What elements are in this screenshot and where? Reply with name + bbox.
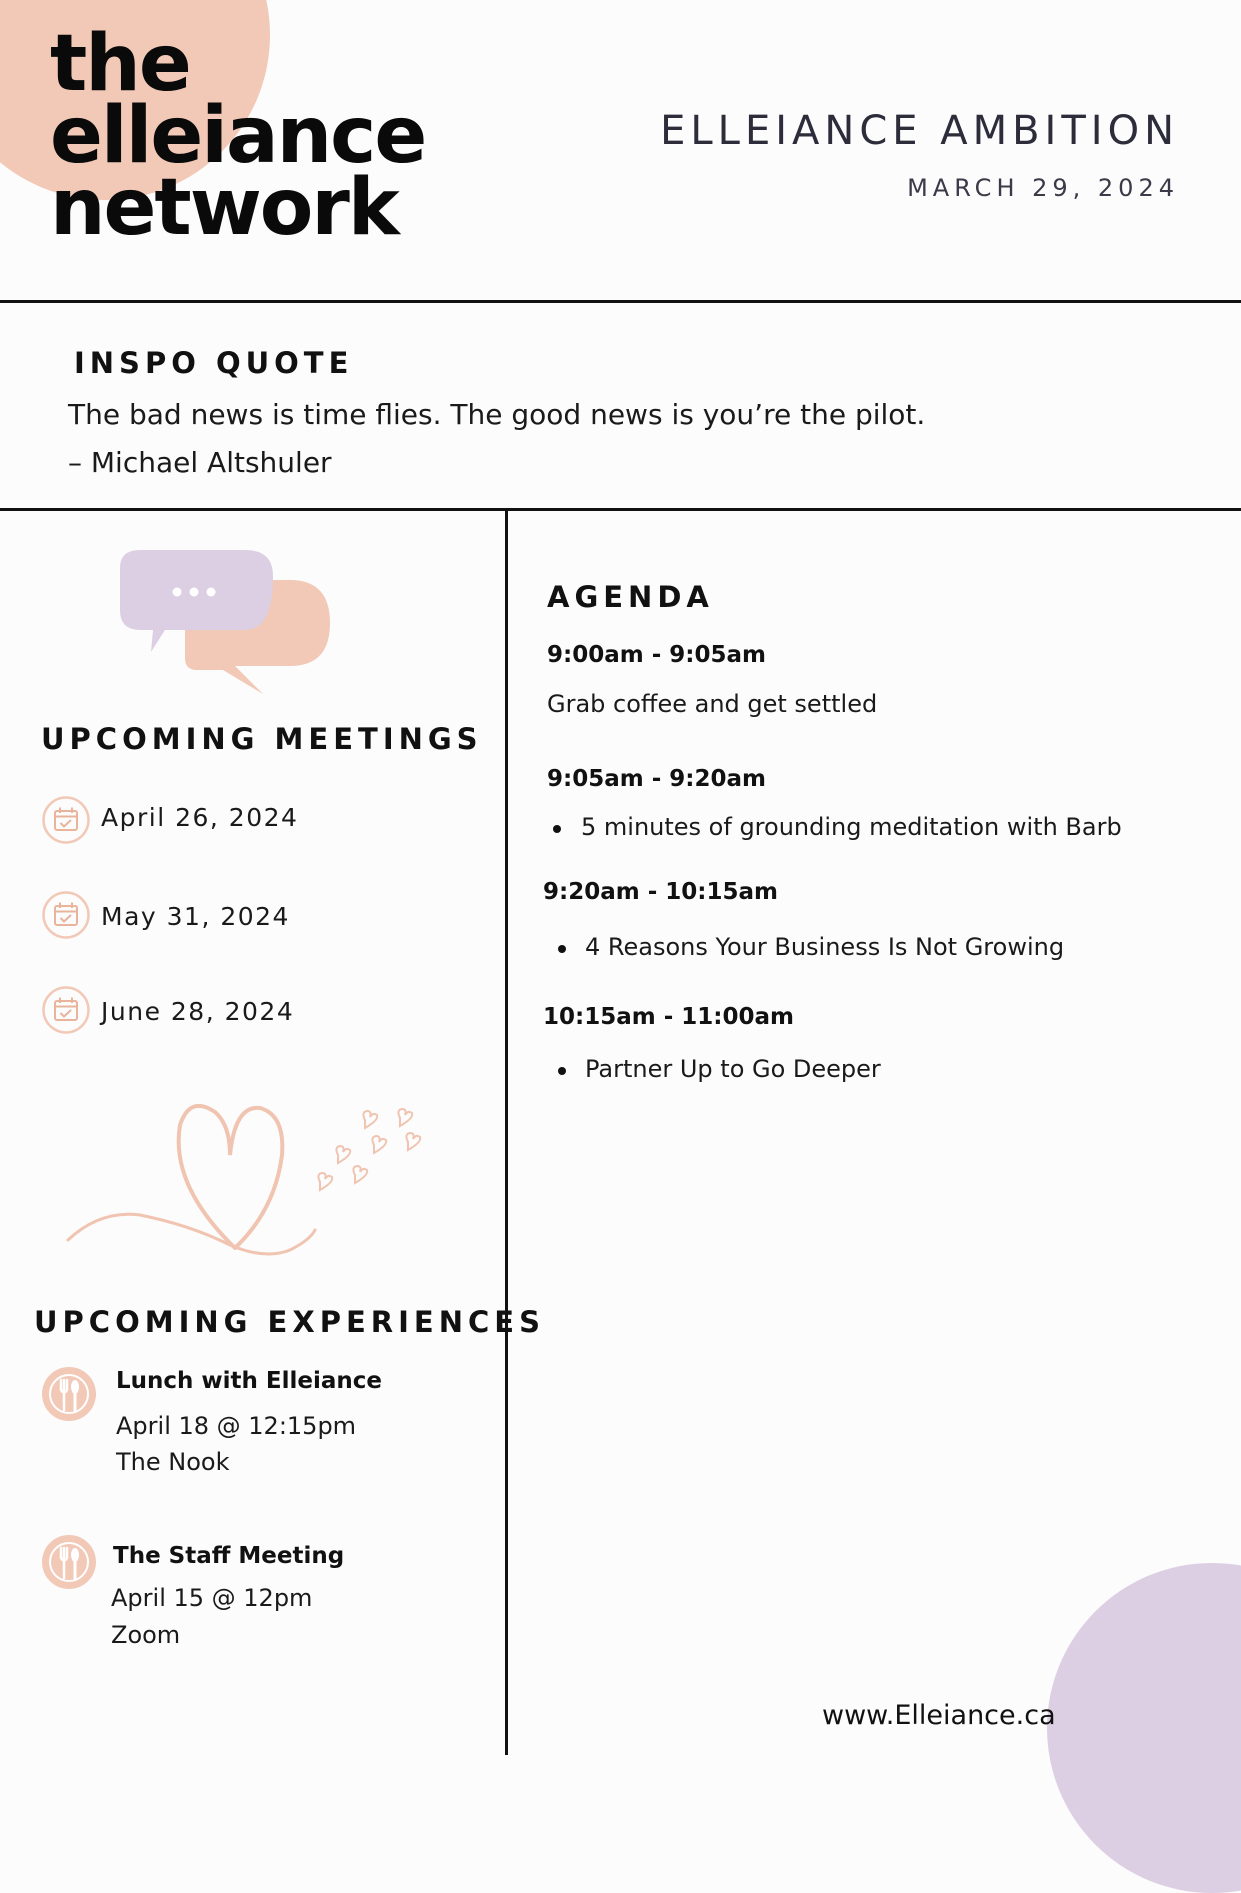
experience-when: April 15 @ 12pm xyxy=(111,1584,313,1612)
agenda-heading: AGENDA xyxy=(547,580,714,614)
bullet-icon xyxy=(553,825,561,833)
calendar-check-icon xyxy=(42,891,90,939)
logo-line: network xyxy=(50,163,398,253)
speech-bubbles-icon xyxy=(115,548,335,700)
logo-line: the xyxy=(50,19,190,109)
event-date: MARCH 29, 2024 xyxy=(907,174,1179,202)
agenda-time: 10:15am - 11:00am xyxy=(543,1004,794,1030)
experience-title: Lunch with Elleiance xyxy=(116,1368,383,1394)
header-divider xyxy=(0,300,1241,303)
experiences-heading: UPCOMING EXPERIENCES xyxy=(34,1305,545,1339)
quote-divider xyxy=(0,508,1241,511)
heart-doodle-icon xyxy=(60,1100,430,1260)
agenda-time: 9:20am - 10:15am xyxy=(543,879,778,905)
agenda-item: Grab coffee and get settled xyxy=(547,690,878,718)
fork-spoon-icon xyxy=(41,1534,97,1590)
quote-author: – Michael Altshuler xyxy=(68,446,332,479)
meeting-date: April 26, 2024 xyxy=(101,803,299,832)
experience-where: The Nook xyxy=(116,1448,230,1476)
brand-logo xyxy=(50,19,426,253)
fork-spoon-icon xyxy=(41,1366,97,1422)
experience-title: The Staff Meeting xyxy=(113,1543,345,1569)
agenda-item: 5 minutes of grounding meditation with Barb xyxy=(581,813,1122,841)
column-divider xyxy=(505,510,508,1755)
meeting-date: May 31, 2024 xyxy=(101,902,290,931)
agenda-time: 9:05am - 9:20am xyxy=(547,766,766,792)
website-link[interactable]: www.Elleiance.ca xyxy=(822,1700,1056,1731)
calendar-check-icon xyxy=(42,986,90,1034)
lilac-circle-decoration xyxy=(1047,1563,1241,1893)
quote-heading: INSPO QUOTE xyxy=(74,346,354,380)
quote-text: The bad news is time flies. The good news is you’re the pilot. xyxy=(68,398,926,431)
bullet-icon xyxy=(558,945,566,953)
experience-where: Zoom xyxy=(111,1621,181,1649)
logo-line: elleiance xyxy=(50,91,426,181)
agenda-time: 9:00am - 9:05am xyxy=(547,642,766,668)
experience-when: April 18 @ 12:15pm xyxy=(116,1412,357,1440)
bullet-icon xyxy=(558,1067,566,1075)
agenda-item: 4 Reasons Your Business Is Not Growing xyxy=(585,933,1065,961)
event-title: ELLEIANCE AMBITION xyxy=(660,108,1179,154)
calendar-check-icon xyxy=(42,796,90,844)
meetings-heading: UPCOMING MEETINGS xyxy=(41,722,483,756)
meeting-date: June 28, 2024 xyxy=(101,997,295,1026)
agenda-item: Partner Up to Go Deeper xyxy=(585,1055,881,1083)
